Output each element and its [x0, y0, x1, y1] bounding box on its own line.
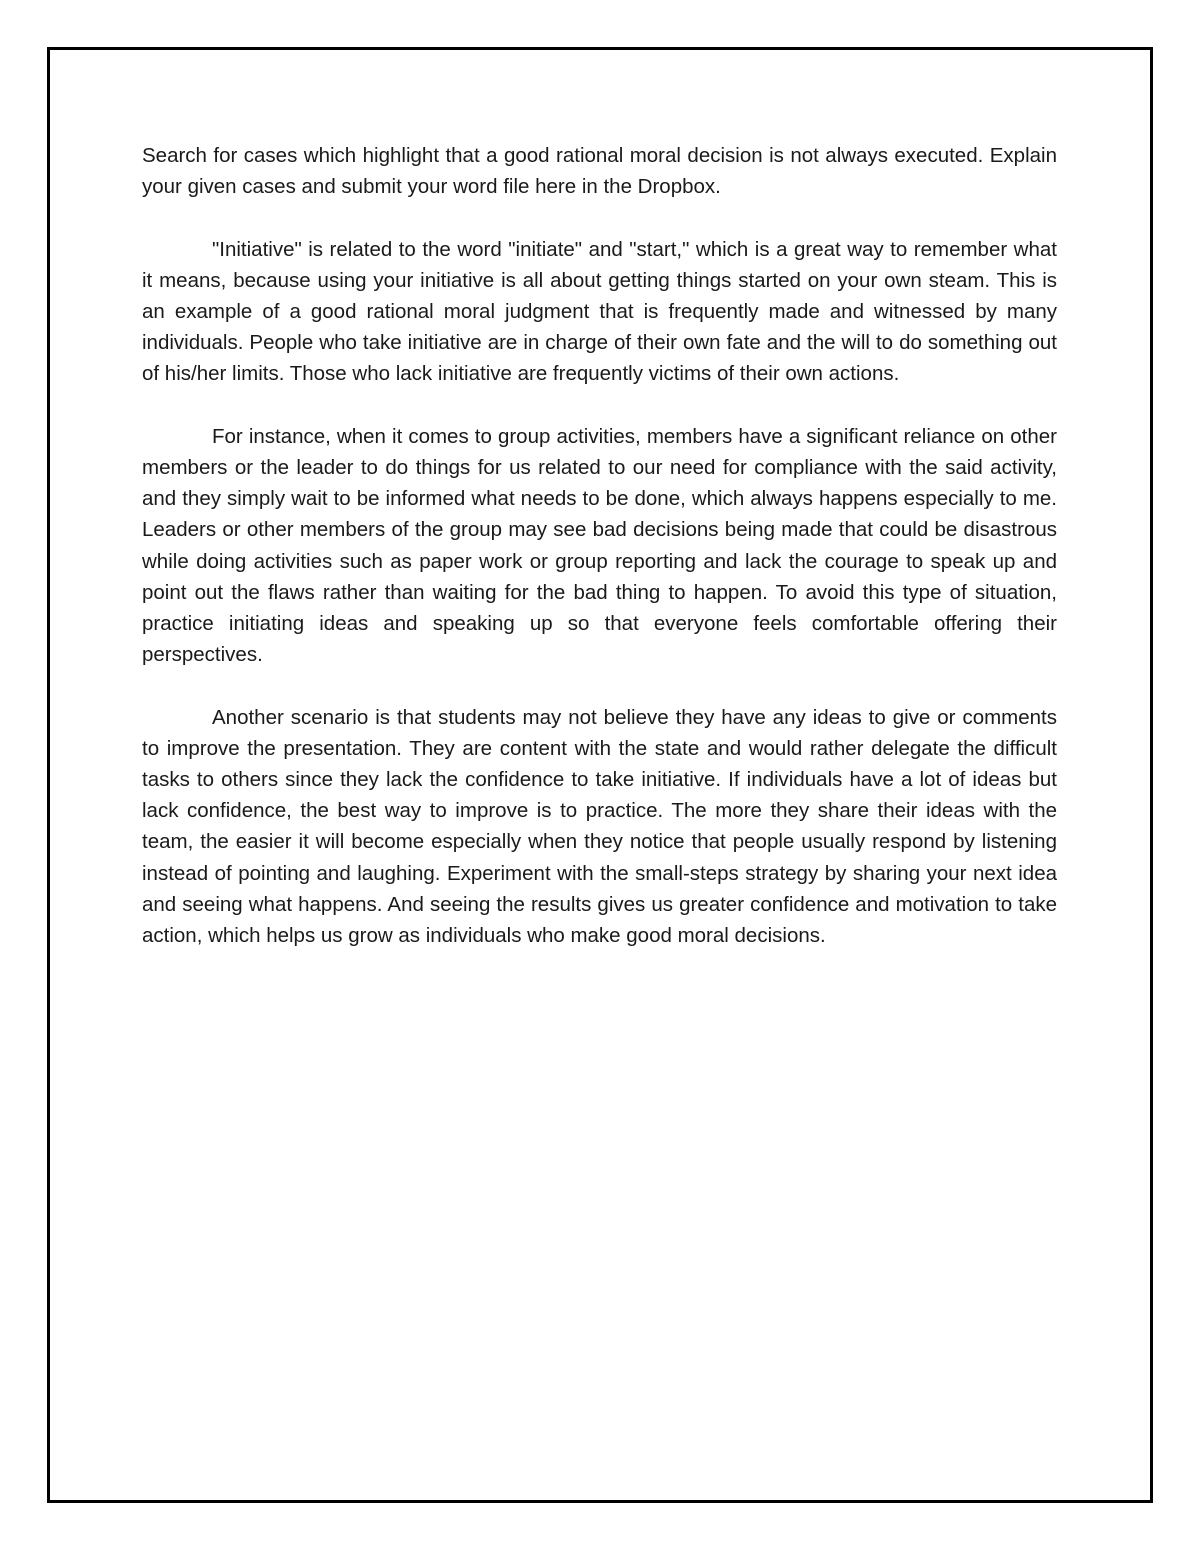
body-paragraph-another-scenario: Another scenario is that students may not believe they have any ideas to give or comments to improve the presentation. They are content with the state and would rather delegate the difficult tasks to others since they lack the confidence to take initiative. If individuals have a lot of ideas but lack confidence, the best way to improve is to practice. The more they share their ideas with the team, the easier it will become especially when they notice that people usually respond by listening instead of pointing and laughing. Experiment with the small-steps strategy by sharing your next idea and seeing what happens. And seeing the results gives us greater confidence and motivation to take action, which helps us grow as individuals who make good moral decisions.: [142, 705, 1057, 948]
body-paragraph-initiative: "Initiative" is related to the word "initiate" and "start," which is a great way to remember what it means, because using your initiative is all about getting things started on your own steam. This is an example of a good rational moral judgment that is frequently made and witnessed by many individuals. People who take initiative are in charge of their own fate and the will to do something out of his/her limits. Those who lack initiative are frequently victims of their own actions.: [142, 237, 1057, 386]
document-body: [142, 140, 1057, 982]
prompt-paragraph: Search for cases which highlight that a good rational moral decision is not always executed. Explain your given cases and submit your word file here in the Dropbox.: [142, 144, 1057, 199]
body-paragraph-group-activities: For instance, when it comes to group activities, members have a significant reliance on other members or the leader to do things for us related to our need for compliance with the said activity, and they simply wait to be informed what needs to be done, which always happens especially to me. Leaders or other members of the group may see bad decisions being made that could be disastrous while doing activities such as paper work or group reporting and lack the courage to speak up and point out the flaws rather than waiting for the bad thing to happen. To avoid this type of situation, practice initiating ideas and speaking up so that everyone feels comfortable offering their perspectives.: [142, 424, 1057, 667]
